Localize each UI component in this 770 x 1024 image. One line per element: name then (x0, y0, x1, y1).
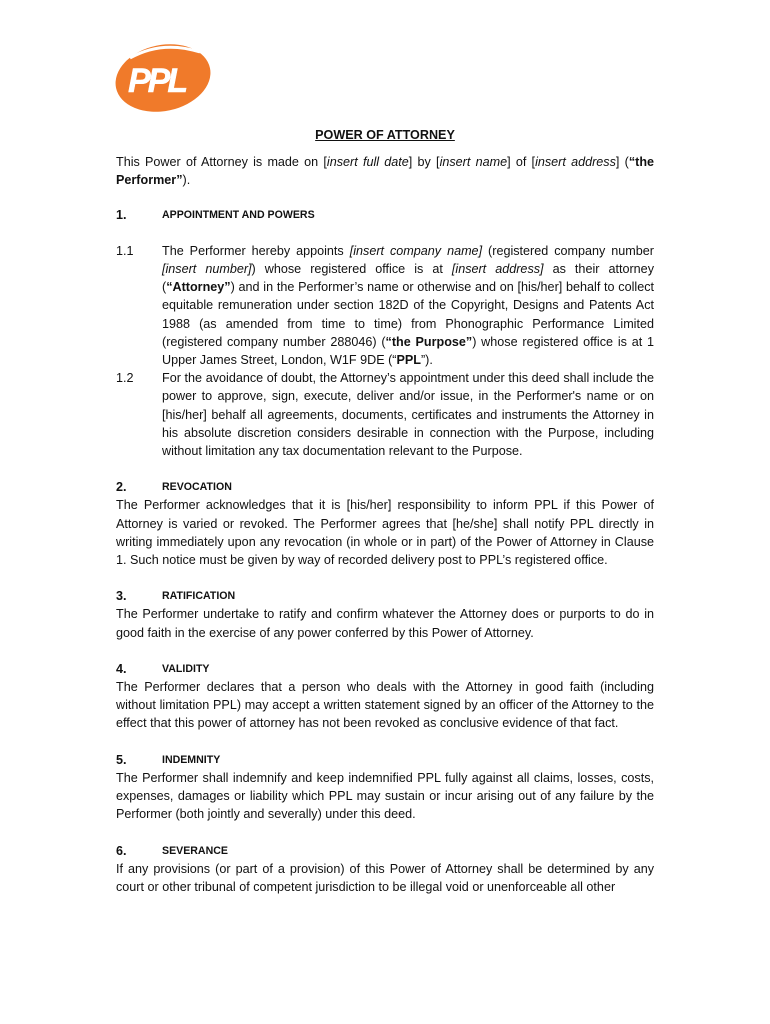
ppl-logo (112, 38, 214, 114)
section-2-heading: 2. REVOCATION (116, 480, 232, 495)
section-2-text: The Performer acknowledges that it is [his/her] responsibility to inform PPL if this Power of Attorney is varied or revoked. The Performer agrees that [he/she] shall notify PPL directly in writing immediately upon any revocation (in whole or in part) of the Power of Attorney in Clause 1. Such notice must be given by way of recorded delivery post to PPL’s registered office. (116, 498, 654, 568)
clause-1-1: 1.1 The Performer hereby appoints [insert company name] (registered company number [insert number]) whose registered office is at [insert address] as their attorney (“Attorney”) and in the Performer’s name or otherwise and on [his/her] behalf to collect equitable remuneration under section 182D of the Copyright, Designs and Patents Act 1988 (as amended from time to time) from Phonographic Performance Limited (registered company number 288046) (“the Purpose”) whose registered office is at 1 Upper James Street, London, W1F 9DE (“PPL”). (116, 243, 654, 368)
section-3-heading: 3. RATIFICATION (116, 589, 236, 604)
section-4-text: The Performer declares that a person who deals with the Attorney in good faith (including without limitation PPL) may accept a written statement signed by an officer of the Attorney to the effect that this power of attorney has not been revoked as conclusive evidence of that fact. (116, 680, 654, 731)
section-6-heading: 6. SEVERANCE (116, 843, 228, 858)
section-5-heading: 5. INDEMNITY (116, 752, 221, 767)
clause-1-2: 1.2 For the avoidance of doubt, the Attorney’s appointment under this deed shall include the power to approve, sign, execute, deliver and/or issue, in the Performer's name or on [his/her] behalf all agreements, documents, certificates and instruments the Attorney in his absolute discretion considers desirable in connection with the Purpose, including without limitation any tax documentation relevant to the Purpose. (116, 371, 654, 459)
intro-paragraph: This Power of Attorney is made on [insert full date] by [insert name] of [insert address] (“the Performer”). (116, 155, 655, 188)
document-title: POWER OF ATTORNEY (315, 128, 455, 142)
section-1-heading: 1. APPOINTMENT AND POWERS (116, 207, 315, 222)
section-3-text: The Performer undertake to ratify and confirm whatever the Attorney does or purports to do in good faith in the exercise of any power conferred by this Power of Attorney. (116, 607, 654, 640)
section-5-text: The Performer shall indemnify and keep indemnified PPL fully against all claims, losses, costs, expenses, damages or liability which PPL may sustain or incur arising out of any failure by the Performer (both jointly and severally) under this deed. (116, 770, 654, 822)
svg-text:PPL: PPL (128, 62, 186, 100)
section-4-heading: 4. VALIDITY (116, 661, 210, 676)
document-body (116, 126, 654, 896)
section-6-text: If any provisions (or part of a provision) of this Power of Attorney shall be determined by any court or other tribunal of competent jurisdiction to be illegal void or unenforceable all other (116, 861, 654, 894)
